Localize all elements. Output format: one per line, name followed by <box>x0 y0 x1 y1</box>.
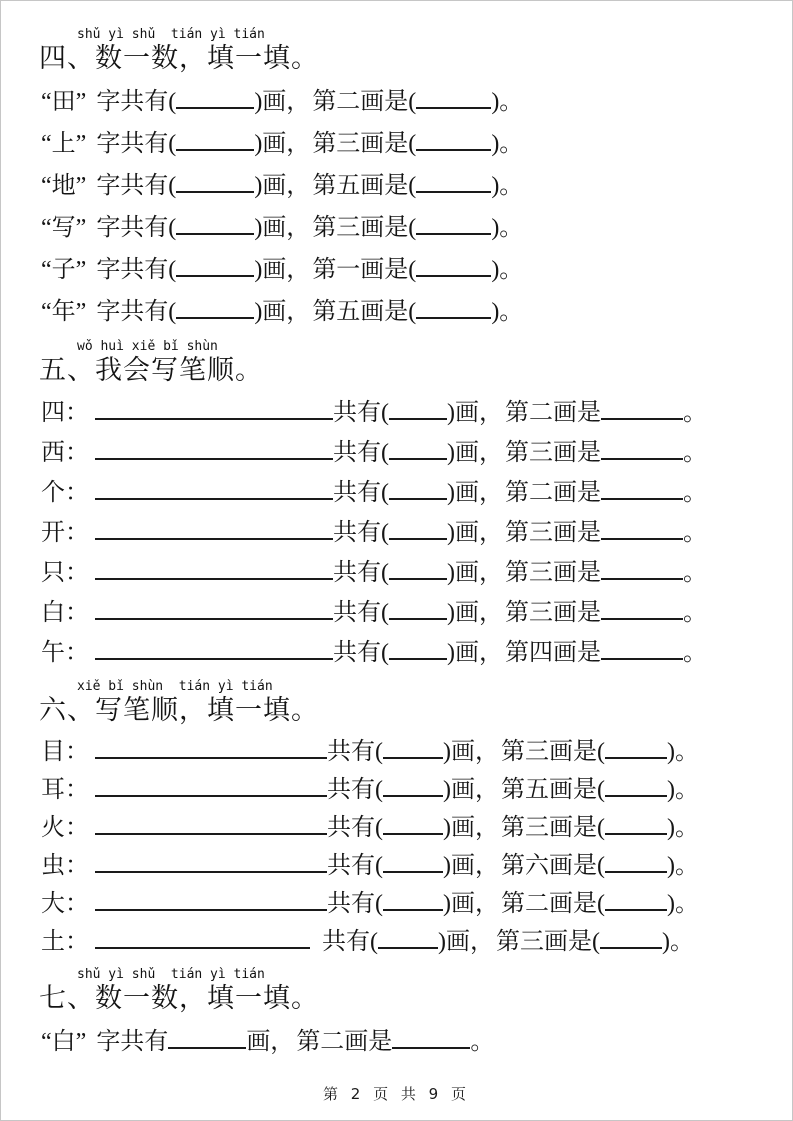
blank-stroke-count <box>383 870 443 873</box>
ordinal-text: 第三画是( <box>312 215 417 241</box>
blank-stroke-count <box>389 457 447 460</box>
row-text: )。 <box>491 131 524 157</box>
ordinal-text: 第三画是( <box>496 929 600 955</box>
stroke-order-row <box>39 633 756 673</box>
ordinal-text: 第二画是( <box>501 891 605 917</box>
section-five-title: 五、我会写笔顺。 <box>39 355 263 385</box>
blank-stroke-order <box>95 794 327 797</box>
blank-stroke-count <box>389 577 447 580</box>
target-character: “田” <box>41 89 87 115</box>
blank-stroke-name <box>601 537 683 540</box>
blank-stroke-count <box>389 537 447 540</box>
blank-stroke-count <box>176 232 254 235</box>
stroke-count-row <box>39 123 756 165</box>
row-text: 共有( <box>327 891 383 917</box>
row-text: 共有( <box>333 400 389 426</box>
blank-stroke-order <box>95 617 333 620</box>
row-text: 共有( <box>322 929 378 955</box>
row-text: 。 <box>683 520 707 546</box>
row-text: )画， <box>447 480 503 506</box>
ordinal-text: 第二画是 <box>505 480 601 506</box>
blank-stroke-order <box>95 832 327 835</box>
stroke-order-row <box>39 593 756 633</box>
blank-stroke-name <box>601 457 683 460</box>
section-four-title: 四、数一数，填一填。 <box>39 43 319 73</box>
row-text: 字共有( <box>96 257 177 283</box>
ordinal-text: 第三画是( <box>501 739 605 765</box>
row-text: )。 <box>667 739 699 765</box>
row-text: )画， <box>447 600 503 626</box>
row-text: )画， <box>254 89 311 115</box>
row-text: )画， <box>447 640 503 666</box>
ordinal-text: 第五画是( <box>312 173 417 199</box>
blank-stroke-name <box>392 1046 470 1049</box>
blank-stroke-count <box>389 497 447 500</box>
row-text: 字共有( <box>96 131 177 157</box>
row-text: )画， <box>447 520 503 546</box>
stroke-order-fill-row <box>39 771 756 809</box>
target-character: 火： <box>41 815 89 841</box>
blank-stroke-order <box>95 946 310 949</box>
row-text: )画， <box>447 560 503 586</box>
target-character: 目： <box>41 739 89 765</box>
target-character: 大： <box>41 891 89 917</box>
blank-stroke-name <box>601 497 683 500</box>
blank-stroke-order <box>95 497 333 500</box>
row-text: 画， <box>246 1029 295 1055</box>
row-text: 共有( <box>333 440 389 466</box>
blank-stroke-order <box>95 537 333 540</box>
stroke-count-row <box>39 249 756 291</box>
stroke-order-fill-row <box>39 847 756 885</box>
row-text: 共有( <box>333 600 389 626</box>
blank-stroke-count <box>383 908 443 911</box>
blank-stroke-count <box>176 106 254 109</box>
row-text: )画， <box>443 815 499 841</box>
target-character: 虫： <box>41 853 89 879</box>
row-text: 字共有( <box>96 173 177 199</box>
row-text: 。 <box>683 440 707 466</box>
row-text: )。 <box>491 89 524 115</box>
blank-stroke-count <box>383 832 443 835</box>
target-character: 西： <box>41 440 89 466</box>
row-text: )。 <box>667 777 699 803</box>
stroke-order-row <box>39 473 756 513</box>
section-seven-pinyin: shǔ yì shǔ tián yì tián <box>77 967 265 982</box>
ordinal-text: 第四画是 <box>505 640 601 666</box>
row-text: )。 <box>491 299 524 325</box>
page-number: 第 2 页 共 9 页 <box>323 1085 470 1103</box>
target-character: “年” <box>41 299 87 325</box>
row-text: )。 <box>662 929 694 955</box>
row-text: )画， <box>254 173 311 199</box>
blank-stroke-name <box>601 417 683 420</box>
target-character: “子” <box>41 257 87 283</box>
row-text: 。 <box>470 1029 495 1055</box>
blank-stroke-order <box>95 756 327 759</box>
section-five <box>39 339 756 673</box>
row-text: )。 <box>491 173 524 199</box>
ordinal-text: 第三画是( <box>312 131 417 157</box>
row-text: 字共有( <box>96 89 177 115</box>
section-four-pinyin: shǔ yì shǔ tián yì tián <box>77 27 265 42</box>
stroke-count-row <box>39 291 756 333</box>
section-six <box>39 679 756 961</box>
blank-stroke-order <box>95 577 333 580</box>
stroke-order-row <box>39 433 756 473</box>
row-text: )。 <box>667 815 699 841</box>
row-text: )画， <box>254 215 311 241</box>
blank-stroke-count <box>176 190 254 193</box>
section-seven-title: 七、数一数，填一填。 <box>39 983 319 1013</box>
blank-stroke-name <box>416 106 491 109</box>
ordinal-text: 第三画是 <box>505 520 601 546</box>
ordinal-text: 第五画是( <box>501 777 605 803</box>
target-character: “地” <box>41 173 87 199</box>
blank-stroke-order <box>95 417 333 420</box>
blank-stroke-count <box>383 756 443 759</box>
ordinal-text: 第三画是 <box>505 600 601 626</box>
stroke-order-row <box>39 513 756 553</box>
row-text: 共有( <box>327 815 383 841</box>
ordinal-text: 第二画是 <box>505 400 601 426</box>
target-character: 只： <box>41 560 89 586</box>
ordinal-text: 第五画是( <box>312 299 417 325</box>
row-text: )。 <box>491 257 524 283</box>
blank-stroke-count <box>168 1046 246 1049</box>
blank-stroke-count <box>389 657 447 660</box>
blank-stroke-name <box>601 577 683 580</box>
stroke-count-row <box>39 1021 756 1063</box>
stroke-count-row <box>39 81 756 123</box>
target-character: “写” <box>41 215 87 241</box>
row-text: )。 <box>491 215 524 241</box>
row-text: )画， <box>443 777 499 803</box>
blank-stroke-name <box>605 870 667 873</box>
blank-stroke-name <box>600 946 662 949</box>
row-text: )画， <box>254 131 311 157</box>
ordinal-text: 第三画是 <box>505 560 601 586</box>
row-text: 字共有 <box>96 1029 169 1055</box>
target-character: 白： <box>41 600 89 626</box>
row-text: 字共有( <box>96 299 177 325</box>
blank-stroke-order <box>95 870 327 873</box>
target-character: 午： <box>41 640 89 666</box>
target-character: 土： <box>41 929 89 955</box>
ordinal-text: 第一画是( <box>312 257 417 283</box>
target-character: 开： <box>41 520 89 546</box>
blank-stroke-count <box>383 794 443 797</box>
row-text: )画， <box>443 891 499 917</box>
row-text: )。 <box>667 853 699 879</box>
row-text: 字共有( <box>96 215 177 241</box>
row-text: 共有( <box>327 777 383 803</box>
row-text: 。 <box>683 560 707 586</box>
row-text: 共有( <box>333 520 389 546</box>
row-text: 共有( <box>327 739 383 765</box>
ordinal-text: 第六画是( <box>501 853 605 879</box>
blank-stroke-name <box>416 274 491 277</box>
row-text: 。 <box>683 600 707 626</box>
stroke-order-fill-row <box>39 885 756 923</box>
stroke-count-row <box>39 207 756 249</box>
ordinal-text: 第三画是 <box>505 440 601 466</box>
blank-stroke-name <box>601 617 683 620</box>
section-four <box>39 27 756 333</box>
stroke-order-row <box>39 393 756 433</box>
stroke-order-row <box>39 553 756 593</box>
stroke-count-row <box>39 165 756 207</box>
row-text: 共有( <box>333 560 389 586</box>
section-six-pinyin: xiě bǐ shùn tián yì tián <box>77 679 273 694</box>
row-text: )画， <box>447 400 503 426</box>
ordinal-text: 第二画是 <box>296 1029 393 1055</box>
ordinal-text: 第二画是( <box>312 89 417 115</box>
row-text: 。 <box>683 640 707 666</box>
row-text: )画， <box>254 299 311 325</box>
blank-stroke-count <box>176 316 254 319</box>
section-seven <box>39 967 756 1063</box>
blank-stroke-name <box>416 148 491 151</box>
blank-stroke-order <box>95 657 333 660</box>
stroke-order-fill-row <box>39 809 756 847</box>
target-character: “上” <box>41 131 87 157</box>
blank-stroke-name <box>601 657 683 660</box>
row-text: 共有( <box>333 480 389 506</box>
blank-stroke-name <box>416 316 491 319</box>
stroke-order-fill-row <box>39 923 756 961</box>
blank-stroke-count <box>176 274 254 277</box>
row-text: )画， <box>254 257 311 283</box>
blank-stroke-name <box>605 832 667 835</box>
section-five-pinyin: wǒ huì xiě bǐ shùn <box>77 339 218 354</box>
row-text: )画， <box>443 739 499 765</box>
blank-stroke-name <box>416 190 491 193</box>
target-character: “白” <box>41 1029 87 1055</box>
row-text: )画， <box>447 440 503 466</box>
row-text: )画， <box>443 853 499 879</box>
row-text: 。 <box>683 480 707 506</box>
blank-stroke-name <box>605 756 667 759</box>
blank-stroke-name <box>605 908 667 911</box>
blank-stroke-count <box>389 417 447 420</box>
blank-stroke-order <box>95 457 333 460</box>
blank-stroke-count <box>389 617 447 620</box>
ordinal-text: 第三画是( <box>501 815 605 841</box>
row-text: 共有( <box>327 853 383 879</box>
section-six-title: 六、写笔顺，填一填。 <box>39 695 319 725</box>
blank-stroke-count <box>176 148 254 151</box>
row-text: 共有( <box>333 640 389 666</box>
target-character: 耳： <box>41 777 89 803</box>
target-character: 四： <box>41 400 89 426</box>
row-text: 。 <box>683 400 707 426</box>
row-text: )画， <box>438 929 494 955</box>
blank-stroke-count <box>378 946 438 949</box>
blank-stroke-order <box>95 908 327 911</box>
target-character: 个： <box>41 480 89 506</box>
blank-stroke-name <box>416 232 491 235</box>
row-text: )。 <box>667 891 699 917</box>
stroke-order-fill-row <box>39 733 756 771</box>
blank-stroke-name <box>605 794 667 797</box>
